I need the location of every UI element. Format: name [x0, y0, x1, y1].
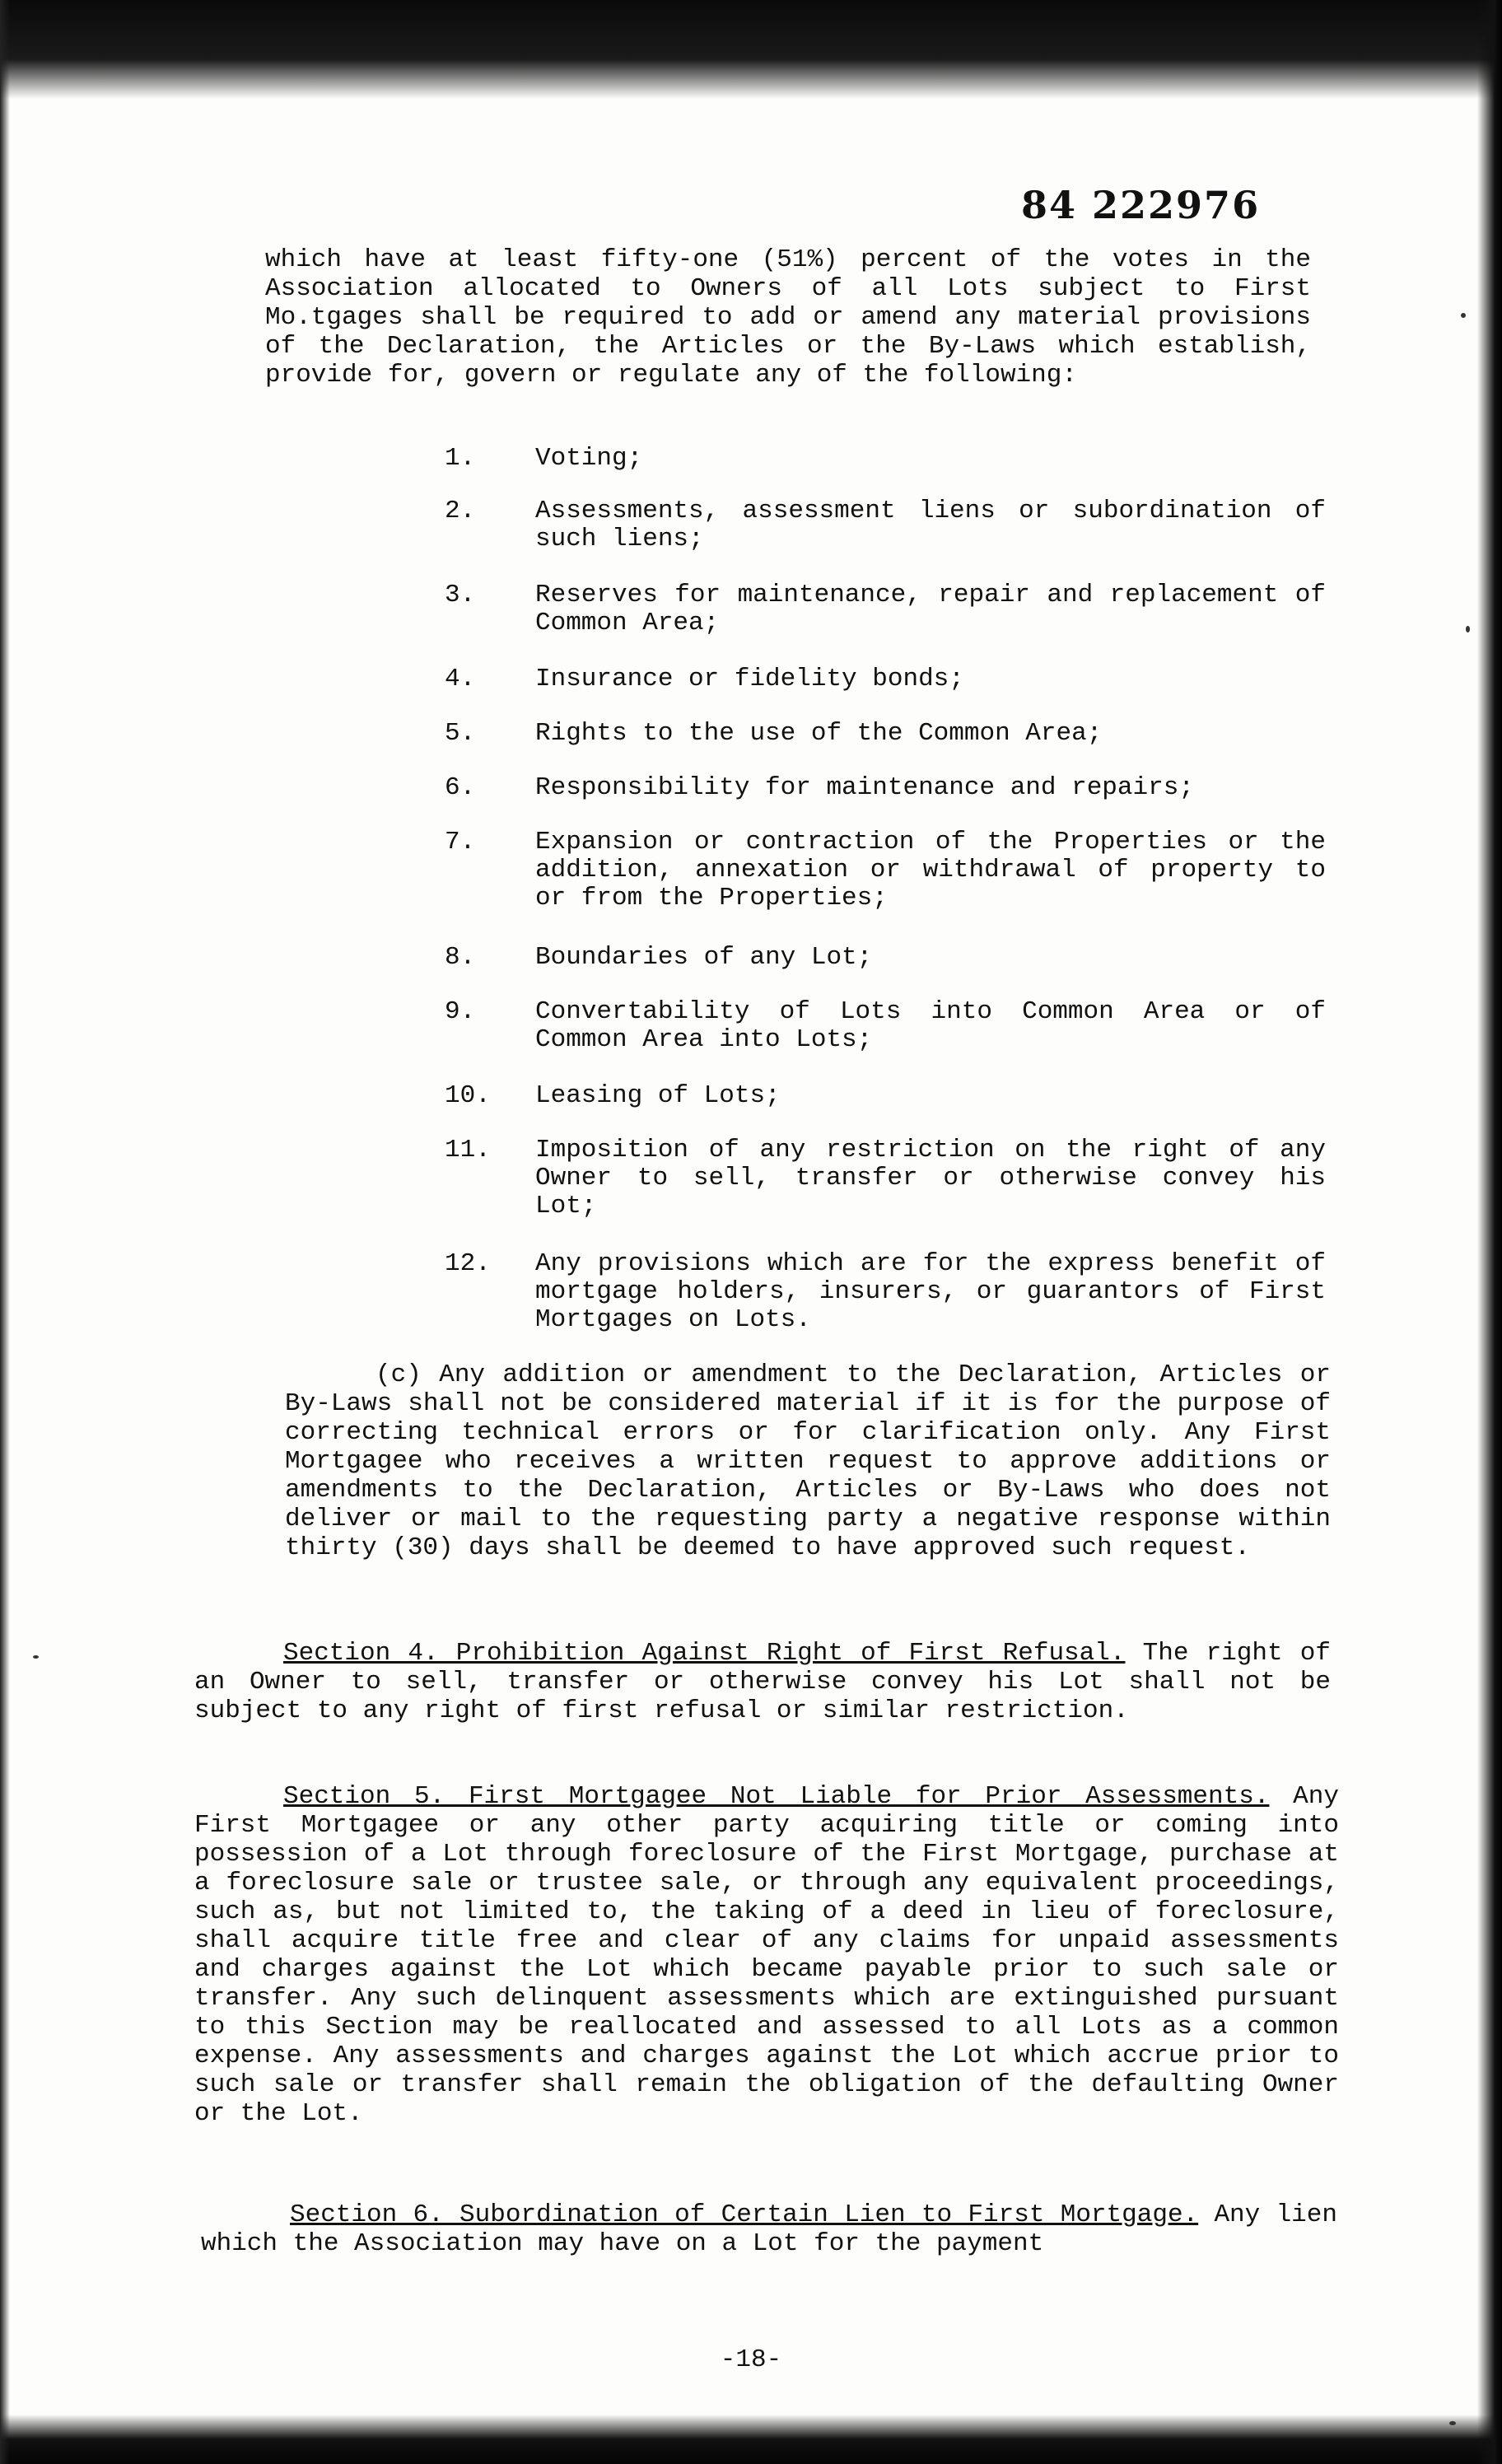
- list-item: [445, 828, 1334, 944]
- scan-border-top: [0, 0, 1502, 99]
- provisions-list: [445, 445, 1334, 1341]
- scan-speck: [1449, 2421, 1456, 2425]
- scan-border-right: [1477, 0, 1502, 2464]
- item-number: 9.: [445, 997, 476, 1026]
- item-text: Imposition of any restriction on the right of any Owner to sell, transfer or otherwise convey his Lot;: [535, 1136, 1326, 1220]
- item-number: 4.: [445, 665, 476, 693]
- section-4-heading: Section 4. Prohibition Against Right of First Refusal.: [283, 1639, 1126, 1668]
- section-6-heading: Section 6. Subordination of Certain Lien to First Mortgage.: [290, 2200, 1199, 2229]
- list-item: [445, 497, 1334, 581]
- section-5-body: Any First Mortgagee or any other party acquiring title or coming into possession of a Lot through foreclosure of the First Mortgage, purchase at a foreclosure sale or trustee sale, or through any equivalent proceedings, such as, but not limited to, the taking of a deed in lieu of foreclosure, shall acquire title free and clear of any claims for unpaid assessments and charges against the Lot which became payable prior to such sale or transfer. Any such delinquent assessments which are extinguished pursuant to this Section may be reallocated and assessed to all Lots as a common expense. Any assessments and charges against the Lot which accrue prior to such sale or transfer shall remain the obligation of the defaulting Owner or the Lot.: [194, 1782, 1339, 2128]
- item-text: Expansion or contraction of the Properties or the addition, annexation or withdrawal of property to or from the Properties;: [535, 828, 1326, 912]
- item-text: Any provisions which are for the express benefit of mortgage holders, insurers, or guarantors of First Mortgages on Lots.: [535, 1249, 1326, 1334]
- scan-border-left: [0, 0, 10, 2464]
- list-item: [445, 998, 1334, 1082]
- item-number: 1.: [445, 444, 476, 473]
- scan-speck: [1466, 626, 1470, 632]
- scan-border-bottom: [0, 2415, 1502, 2464]
- section-5: [194, 1782, 1339, 2128]
- paragraph-c-text: (c) Any addition or amendment to the Declaration, Articles or By-Laws shall not be considered material if it is for the purpose of correcting technical errors or for clarification only. Any First Mortgagee who receives a written request to approve additions or amendments to the Declaration, Articles or By-Laws who does not deliver or mail to the requesting party a negative response within thirty (30) days shall be deemed to have approved such request.: [285, 1360, 1331, 1562]
- item-number: 2.: [445, 497, 476, 525]
- item-number: 6.: [445, 773, 476, 802]
- item-text: Insurance or fidelity bonds;: [535, 665, 964, 693]
- page-number: -18-: [720, 2345, 782, 2374]
- scan-speck: [1461, 313, 1466, 318]
- section-4: [194, 1639, 1331, 1725]
- scan-speck: [33, 1655, 39, 1659]
- paragraph-c: [285, 1360, 1331, 1562]
- item-number: 3.: [445, 581, 476, 609]
- list-item: [445, 581, 1334, 665]
- section-6-body: Any lien which the Association may have on a Lot for the payment: [201, 2200, 1337, 2258]
- section-6: [201, 2200, 1337, 2258]
- item-text: Assessments, assessment liens or subordination of such liens;: [535, 497, 1326, 553]
- item-number: 8.: [445, 943, 476, 972]
- item-number: 5.: [445, 719, 476, 748]
- list-item: [445, 944, 1334, 998]
- item-text: Voting;: [535, 444, 643, 473]
- list-item: [445, 665, 1334, 720]
- list-item: [445, 774, 1334, 828]
- item-text: Leasing of Lots;: [535, 1081, 781, 1110]
- section-5-heading: Section 5. First Mortgagee Not Liable for Prior Assessments.: [283, 1782, 1270, 1811]
- section-4-body: The right of an Owner to sell, transfer or otherwise convey his Lot shall not be subject to any right of first refusal or similar restriction.: [194, 1639, 1331, 1725]
- list-item: [445, 1250, 1334, 1341]
- document-number: 84 222976: [1021, 183, 1261, 227]
- list-item: [445, 1082, 1334, 1136]
- item-text: Convertability of Lots into Common Area or of Common Area into Lots;: [535, 997, 1326, 1054]
- item-text: Boundaries of any Lot;: [535, 943, 873, 972]
- item-text: Rights to the use of the Common Area;: [535, 719, 1103, 748]
- item-number: 7.: [445, 828, 476, 856]
- item-text: Reserves for maintenance, repair and replacement of Common Area;: [535, 581, 1326, 637]
- item-number: 10.: [445, 1081, 491, 1110]
- item-number: 12.: [445, 1249, 491, 1278]
- list-item: [445, 1136, 1334, 1250]
- item-number: 11.: [445, 1136, 491, 1164]
- intro-paragraph: which have at least fifty-one (51%) percent of the votes in the Association allocated to Owners of all Lots subject to First Mo.tgages shall be required to add or amend any material provisions of the Declaration, the Articles or the By-Laws which establish, provide for, govern or regulate any of the following:: [265, 245, 1311, 390]
- item-text: Responsibility for maintenance and repairs;: [535, 773, 1194, 802]
- list-item: [445, 720, 1334, 774]
- list-item: [445, 445, 1334, 497]
